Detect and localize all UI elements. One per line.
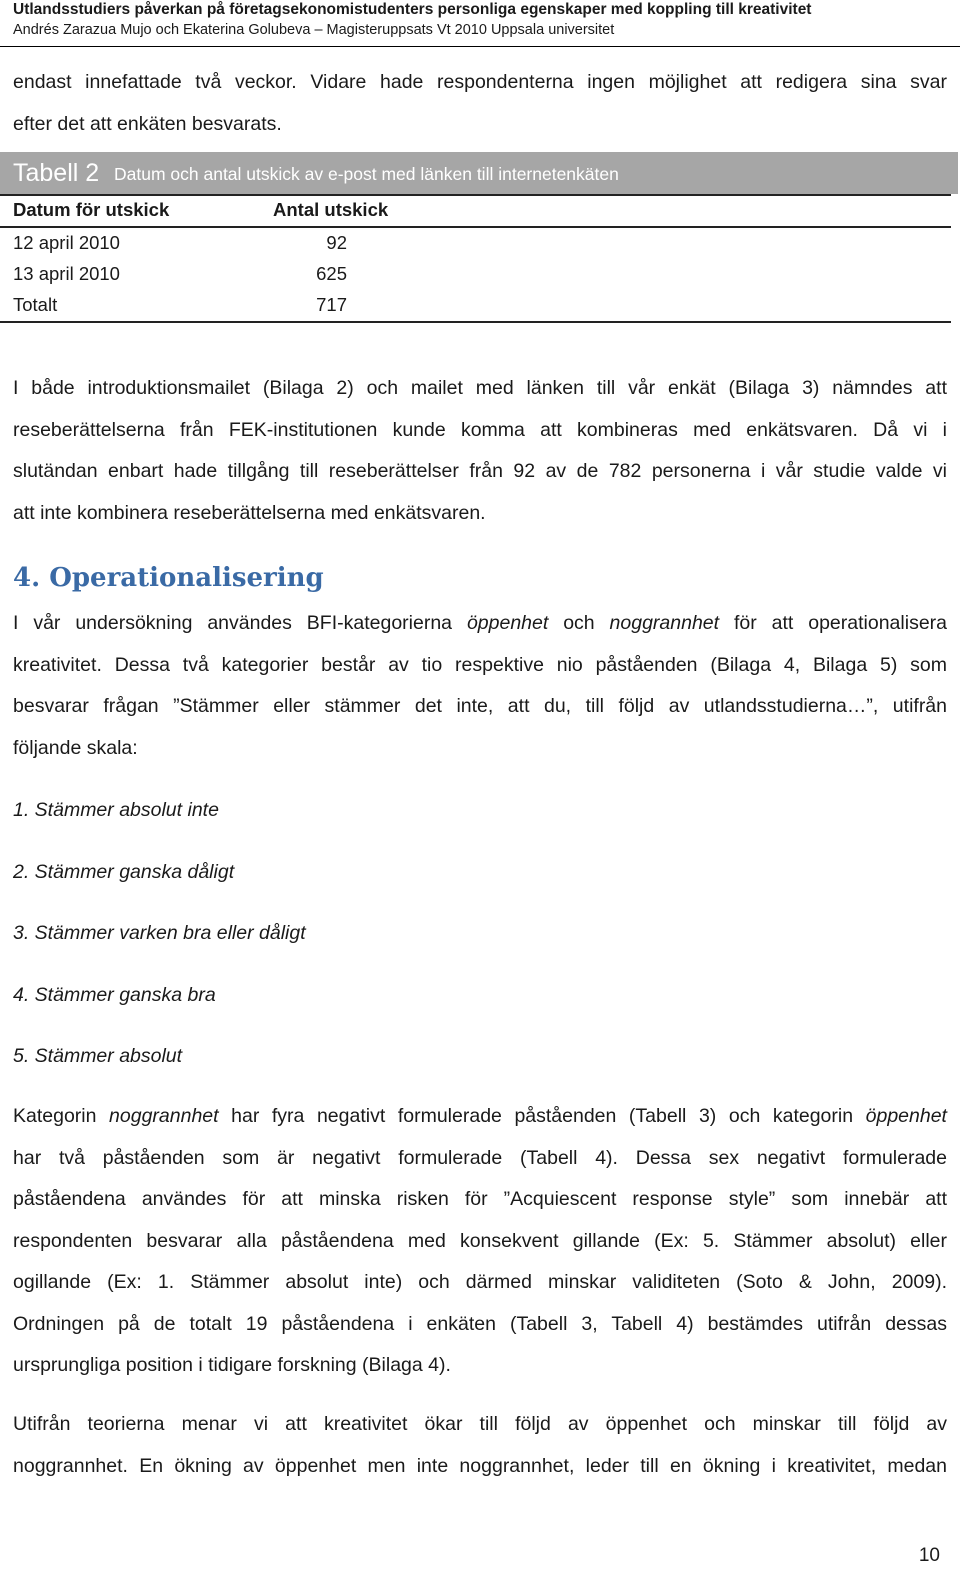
text-run: och — [548, 612, 610, 634]
table-cell-date: 12 april 2010 — [13, 232, 120, 253]
intro-paragraph — [13, 62, 947, 145]
emphasis-conscientiousness: noggrannhet — [609, 612, 720, 634]
header-subtitle: Andrés Zarazua Mujo och Ekaterina Golubeva – Magisteruppsats Vt 2010 Uppsala universitet — [13, 22, 615, 38]
table-cell-count: 625 — [316, 263, 347, 284]
text-line — [13, 1096, 947, 1138]
emphasis-openness: öppenhet — [865, 1105, 947, 1127]
scale-item: 1. Stämmer absolut inte — [13, 799, 219, 821]
text-line: har två påståenden som är negativt formulerade (Tabell 4). Dessa sex negativt formulerade — [13, 1146, 947, 1169]
text-line — [13, 603, 947, 645]
text-line: kreativitet. Dessa två kategorier består av tio respektive nio påståenden (Bilaga 4, Bilaga 5) som — [13, 653, 947, 676]
table-cell-total-label: Totalt — [13, 294, 58, 315]
running-header — [13, 0, 953, 41]
table-cell-total: 717 — [316, 294, 347, 315]
table-header-count: Antal utskick — [273, 199, 389, 220]
text-run: Kategorin — [13, 1105, 110, 1127]
text-run: I vår undersökning användes BFI-kategorierna — [13, 612, 467, 634]
text-line: respondenten besvarar alla påståendena med konsekvent gillande (Ex: 5. Stämmer absolut) eller — [13, 1229, 947, 1252]
table-caption: Datum och antal utskick av e-post med länken till internetenkäten — [114, 164, 619, 184]
paragraph-2 — [13, 603, 947, 769]
table-cell-date: 13 april 2010 — [13, 263, 120, 284]
text-line: efter det att enkäten besvarats. — [13, 112, 282, 135]
page-number: 10 — [918, 1545, 940, 1566]
text-line: endast innefattade två veckor. Vidare hade respondenterna ingen möjlighet att redigera sina svar — [13, 71, 947, 93]
emphasis-conscientiousness: noggrannhet — [109, 1105, 219, 1127]
table-bottom-rule — [0, 321, 951, 323]
text-line: Ordningen på de totalt 19 påståendena i enkäten (Tabell 3, Tabell 4) bestämdes utifrån dessas — [13, 1312, 947, 1335]
table-cell-count: 92 — [326, 232, 347, 253]
text-line: slutändan enbart hade tillgång till reseberättelser från 92 av de 782 personerna i vår studie valde vi — [13, 460, 947, 482]
text-line: att inte kombinera reseberättelserna med enkätsvaren. — [13, 501, 486, 524]
scale-item: 2. Stämmer ganska dåligt — [13, 861, 235, 883]
header-title: Utlandsstudiers påverkan på företagsekonomistudenters personliga egenskaper med koppling till kreativitet — [13, 1, 812, 18]
paragraph-4 — [13, 1404, 947, 1487]
table-title-bar — [0, 152, 958, 194]
text-line: I både introduktionsmailet (Bilaga 2) och mailet med länken till vår enkät (Bilaga 3) nämndes att — [13, 377, 947, 399]
text-line: besvarar frågan ”Stämmer eller stämmer det inte, att du, till följd av utlandsstudierna…”, utifrån — [13, 695, 947, 717]
table-header-date: Datum för utskick — [13, 199, 170, 220]
text-line: noggrannhet. En ökning av öppenhet men inte noggrannhet, leder till en ökning i kreativitet, medan — [13, 1454, 947, 1477]
section-heading: 4. Operationalisering — [13, 563, 324, 593]
table-header-rule — [0, 226, 951, 228]
text-line: ogillande (Ex: 1. Stämmer absolut inte) och därmed minskar validiteten (Soto & John, 2009). — [13, 1271, 947, 1293]
header-rule — [0, 46, 960, 47]
table-number: Tabell 2 — [13, 159, 100, 187]
text-run: för att operationalisera — [719, 612, 947, 634]
emphasis-openness: öppenhet — [466, 612, 549, 634]
text-line: Utifrån teorierna menar vi att kreativitet ökar till följd av öppenhet och minskar till följd av — [13, 1413, 947, 1435]
scale-item: 3. Stämmer varken bra eller dåligt — [13, 922, 306, 944]
text-line: påståendena användes för att minska risken för ”Acquiescent response style” som innebär att — [13, 1188, 947, 1210]
text-line: följande skala: — [13, 736, 138, 759]
text-line: ursprungliga position i tidigare forskning (Bilaga 4). — [13, 1354, 451, 1376]
scale-item: 5. Stämmer absolut — [13, 1045, 183, 1067]
text-line: reseberättelserna från FEK-institutionen kunde komma att kombineras med enkätsvaren. Då vi i — [13, 418, 947, 441]
table-top-rule — [0, 194, 951, 196]
paragraph-1 — [13, 368, 947, 534]
text-run: har fyra negativt formulerade påståenden (Tabell 3) och kategorin — [218, 1105, 866, 1127]
paragraph-3 — [13, 1096, 947, 1387]
scale-item: 4. Stämmer ganska bra — [13, 984, 216, 1006]
